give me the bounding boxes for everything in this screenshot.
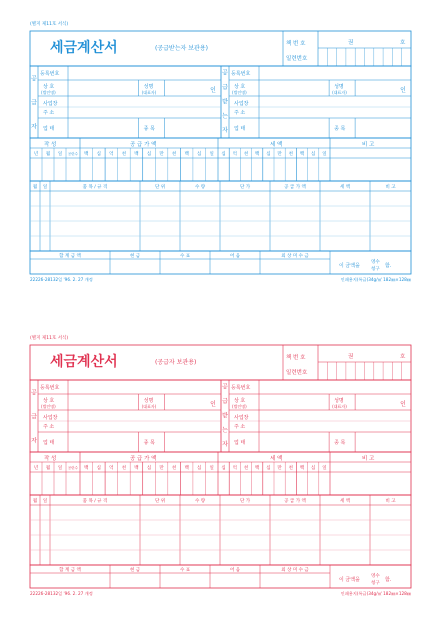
tax-digit-label: 천 bbox=[288, 152, 293, 157]
buyer-address-label-1: 사업장 bbox=[234, 415, 249, 421]
date-col-label: 월 bbox=[45, 152, 51, 157]
date-col-label: 일 bbox=[57, 152, 63, 157]
receipt-text: 이 금액을 bbox=[339, 577, 360, 583]
receipt-option-paid: 영수 bbox=[371, 574, 380, 579]
volume-label: 권 bbox=[348, 354, 354, 360]
supplier-reg-no-label: 등록번호 bbox=[40, 71, 60, 77]
tax-digit-label: 천 bbox=[243, 152, 249, 157]
receipt-option-paid: 영수 bbox=[371, 260, 380, 265]
total-col-header: 외 상 미 수 금 bbox=[281, 568, 309, 573]
date-label: 작 성 bbox=[44, 142, 57, 148]
supplier-name-sub-label: (대표자) bbox=[141, 90, 157, 95]
buyer-side-label-char: 는 bbox=[222, 426, 228, 434]
buyer-business-type-label: 업 태 bbox=[234, 440, 246, 446]
item-col-header: 수 량 bbox=[194, 185, 206, 190]
buyer-business-item-label: 종 목 bbox=[334, 440, 346, 446]
amount-block bbox=[30, 138, 411, 181]
item-col-header: 일 bbox=[42, 185, 48, 190]
supplier-company-label: 상 호 bbox=[43, 398, 55, 404]
invoice-title: 세금계산서 bbox=[50, 354, 118, 370]
supply-digit-label: 백 bbox=[184, 466, 189, 471]
tax-digit-label: 십 bbox=[221, 152, 226, 157]
supply-digit-label: 십 bbox=[96, 466, 101, 471]
footer-revision-note: 22226-28132일 '96. 2. 27 개정 bbox=[30, 591, 93, 596]
buyer-reg-no-label: 등록번호 bbox=[231, 385, 251, 391]
tax-digit-label: 천 bbox=[288, 466, 293, 471]
tax-digit-label: 십 bbox=[311, 152, 316, 157]
amount-block bbox=[30, 452, 411, 495]
supply-digit-label: 십 bbox=[96, 152, 101, 157]
item-col-header: 공 급 가 액 bbox=[284, 499, 306, 504]
buyer-side-label-char: 급 bbox=[222, 398, 228, 406]
supplier-name-label: 성명 bbox=[143, 398, 154, 404]
tax-digit-label: 만 bbox=[277, 152, 282, 157]
tax-digit-label: 억 bbox=[232, 466, 237, 471]
buyer-address-label-2: 주 소 bbox=[234, 424, 246, 430]
supplier-address-label-2: 주 소 bbox=[43, 424, 55, 430]
receipt-suffix: 함. bbox=[385, 577, 392, 583]
supply-digit-label: 억 bbox=[109, 466, 114, 471]
parties-block bbox=[30, 66, 411, 138]
item-col-header: 품 목 / 규 격 bbox=[82, 185, 108, 190]
buyer-business-type-label: 업 태 bbox=[234, 126, 246, 132]
supply-digit-label: 십 bbox=[146, 466, 152, 471]
receipt-option-claim: 청구 bbox=[371, 267, 380, 272]
blank-count-label: 공란수 bbox=[67, 152, 79, 156]
parties-block bbox=[30, 380, 411, 452]
buyer-company-sub-label: (법인명) bbox=[232, 90, 247, 95]
copy-subtitle: (공급받는자 보관용) bbox=[155, 45, 208, 52]
supply-digit-label: 천 bbox=[171, 466, 177, 471]
buyer-side-label-char: 자 bbox=[222, 127, 228, 135]
volume-label: 권 bbox=[348, 40, 354, 46]
receipt-suffix: 함. bbox=[385, 263, 392, 269]
supply-digit-label: 만 bbox=[159, 152, 164, 157]
tax-digit-label: 백 bbox=[299, 466, 305, 471]
buyer-side-label-char: 자 bbox=[222, 441, 228, 449]
date-col-label: 월 bbox=[45, 466, 51, 471]
total-col-header: 수 표 bbox=[179, 568, 191, 573]
number-label: 호 bbox=[400, 354, 406, 360]
supply-digit-label: 일 bbox=[209, 466, 214, 471]
blank-count-label: 공란수 bbox=[67, 466, 79, 470]
buyer-name-sub-label: (대표자) bbox=[332, 90, 347, 95]
supplier-company-label: 상 호 bbox=[43, 84, 55, 90]
number-label: 호 bbox=[400, 40, 406, 46]
serial-no-label: 일련번호 bbox=[286, 56, 308, 62]
date-col-label: 년 bbox=[33, 466, 39, 471]
supplier-address-label-1: 사업장 bbox=[43, 415, 58, 421]
buyer-side-label-char: 받 bbox=[222, 98, 228, 106]
supplier-side-label-char: 공 bbox=[31, 389, 37, 397]
supplier-business-item-label: 종 목 bbox=[143, 440, 155, 446]
supply-digit-label: 천 bbox=[171, 152, 177, 157]
buyer-side-label-char: 는 bbox=[222, 112, 228, 120]
supply-digit-label: 일 bbox=[209, 152, 214, 157]
item-col-header: 수 량 bbox=[194, 499, 206, 504]
supply-digit-label: 백 bbox=[134, 152, 139, 157]
tax-amount-label: 세 액 bbox=[270, 456, 283, 462]
supplier-seal-label: 인 bbox=[210, 87, 216, 94]
form-number-label: (별지 제11호 서식) bbox=[30, 336, 69, 341]
buyer-side-label-char: 공 bbox=[222, 383, 228, 391]
copy-subtitle: (공급자 보관용) bbox=[155, 359, 197, 366]
supplier-name-sub-label: (대표자) bbox=[141, 404, 157, 409]
total-col-header: 현 금 bbox=[129, 568, 141, 573]
supplier-name-label: 성명 bbox=[143, 84, 154, 90]
supply-digit-label: 만 bbox=[159, 466, 164, 471]
item-col-header: 품 목 / 규 격 bbox=[82, 499, 108, 504]
tax-digit-label: 십 bbox=[221, 466, 226, 471]
item-col-header: 월 bbox=[32, 185, 38, 190]
supply-amount-label: 공 급 가 액 bbox=[130, 142, 157, 148]
invoice-copy-blue bbox=[30, 20, 412, 283]
supplier-reg-no-label: 등록번호 bbox=[40, 385, 60, 391]
total-col-header: 현 금 bbox=[129, 254, 141, 259]
tax-digit-label: 십 bbox=[266, 152, 271, 157]
supplier-side-label-char: 자 bbox=[31, 123, 37, 131]
supply-amount-label: 공 급 가 액 bbox=[130, 456, 157, 462]
tax-digit-label: 일 bbox=[322, 466, 327, 471]
supply-digit-label: 백 bbox=[84, 466, 89, 471]
tax-digit-label: 억 bbox=[232, 152, 237, 157]
tax-digit-label: 백 bbox=[299, 152, 305, 157]
supply-digit-label: 십 bbox=[197, 466, 202, 471]
supply-digit-label: 백 bbox=[134, 466, 139, 471]
supplier-company-sub-label: (법인명) bbox=[41, 404, 56, 409]
buyer-name-sub-label: (대표자) bbox=[332, 404, 347, 409]
supply-digit-label: 십 bbox=[197, 152, 202, 157]
supplier-business-type-label: 업 태 bbox=[43, 126, 55, 132]
supplier-seal-label: 인 bbox=[210, 401, 216, 408]
item-col-header: 단 위 bbox=[154, 185, 166, 190]
tax-digit-label: 일 bbox=[322, 152, 327, 157]
item-col-header: 월 bbox=[32, 499, 38, 504]
total-col-header: 어 음 bbox=[229, 254, 241, 259]
buyer-side-label-char: 급 bbox=[222, 84, 228, 92]
item-col-header: 세 액 bbox=[339, 185, 351, 190]
items-block bbox=[30, 495, 411, 565]
book-no-label: 책 번 호 bbox=[286, 355, 306, 361]
supply-digit-label: 십 bbox=[146, 152, 152, 157]
date-col-label: 일 bbox=[57, 466, 63, 471]
item-col-header: 일 bbox=[42, 499, 48, 504]
supplier-side-label-char: 자 bbox=[31, 437, 37, 445]
total-col-header: 합 계 금 액 bbox=[59, 254, 81, 259]
supplier-company-sub-label: (법인명) bbox=[41, 90, 56, 95]
item-col-header: 세 액 bbox=[339, 499, 351, 504]
supplier-address-label-1: 사업장 bbox=[43, 101, 58, 107]
supply-digit-label: 천 bbox=[121, 466, 127, 471]
buyer-name-label: 성명 bbox=[334, 84, 344, 90]
total-col-header: 어 음 bbox=[229, 568, 241, 573]
footer-revision-note: 22226-28132일 '96. 2. 27 개정 bbox=[30, 277, 93, 282]
buyer-company-sub-label: (법인명) bbox=[232, 404, 247, 409]
remarks-label: 비 고 bbox=[362, 142, 375, 148]
form-number-label: (별지 제11호 서식) bbox=[30, 22, 69, 27]
total-col-header: 수 표 bbox=[179, 254, 191, 259]
date-label: 작 성 bbox=[44, 456, 57, 462]
items-block bbox=[30, 181, 411, 251]
supply-digit-label: 백 bbox=[184, 152, 189, 157]
supplier-side-label-char: 급 bbox=[31, 99, 37, 107]
supplier-address-label-2: 주 소 bbox=[43, 110, 55, 116]
buyer-name-label: 성명 bbox=[334, 398, 344, 404]
book-no-label: 책 번 호 bbox=[286, 41, 306, 47]
item-col-header: 공 급 가 액 bbox=[284, 185, 306, 190]
receipt-option-claim: 청구 bbox=[371, 581, 380, 586]
footer-paper-note: 인쇄용지(특급)34g/㎡ 182㎜×128㎜ bbox=[340, 277, 411, 282]
buyer-address-label-1: 사업장 bbox=[234, 101, 249, 107]
tax-digit-label: 십 bbox=[311, 466, 316, 471]
total-col-header: 합 계 금 액 bbox=[59, 568, 81, 573]
buyer-seal-label: 인 bbox=[400, 401, 406, 408]
serial-no-label: 일련번호 bbox=[286, 370, 308, 376]
invoice-copy-red bbox=[30, 334, 412, 597]
tax-amount-label: 세 액 bbox=[270, 142, 283, 148]
item-col-header: 단 가 bbox=[239, 185, 251, 190]
tax-digit-label: 천 bbox=[243, 466, 249, 471]
total-col-header: 외 상 미 수 금 bbox=[281, 254, 309, 259]
supplier-side-label-char: 공 bbox=[31, 75, 37, 83]
tax-digit-label: 백 bbox=[255, 466, 260, 471]
invoice-title: 세금계산서 bbox=[50, 40, 118, 56]
tax-digit-label: 만 bbox=[277, 466, 282, 471]
buyer-reg-no-label: 등록번호 bbox=[231, 71, 251, 77]
buyer-side-label-char: 공 bbox=[222, 69, 228, 77]
item-col-header: 비 고 bbox=[385, 185, 396, 190]
footer-paper-note: 인쇄용지(특급)34g/㎡ 182㎜×128㎜ bbox=[340, 591, 411, 596]
buyer-business-item-label: 종 목 bbox=[334, 126, 346, 132]
buyer-company-label: 상 호 bbox=[234, 84, 246, 90]
buyer-side-label-char: 받 bbox=[222, 412, 228, 420]
supplier-business-item-label: 종 목 bbox=[143, 126, 155, 132]
supply-digit-label: 억 bbox=[109, 152, 114, 157]
supplier-side-label-char: 급 bbox=[31, 413, 37, 421]
receipt-text: 이 금액을 bbox=[339, 263, 360, 269]
buyer-seal-label: 인 bbox=[400, 87, 406, 94]
buyer-address-label-2: 주 소 bbox=[234, 110, 246, 116]
buyer-company-label: 상 호 bbox=[234, 398, 246, 404]
tax-digit-label: 십 bbox=[266, 466, 271, 471]
supply-digit-label: 백 bbox=[84, 152, 89, 157]
date-col-label: 년 bbox=[33, 152, 39, 157]
supply-digit-label: 천 bbox=[121, 152, 127, 157]
item-col-header: 비 고 bbox=[385, 499, 396, 504]
tax-digit-label: 백 bbox=[255, 152, 260, 157]
remarks-label: 비 고 bbox=[362, 456, 375, 462]
item-col-header: 단 위 bbox=[154, 499, 166, 504]
supplier-business-type-label: 업 태 bbox=[43, 440, 55, 446]
item-col-header: 단 가 bbox=[239, 499, 251, 504]
